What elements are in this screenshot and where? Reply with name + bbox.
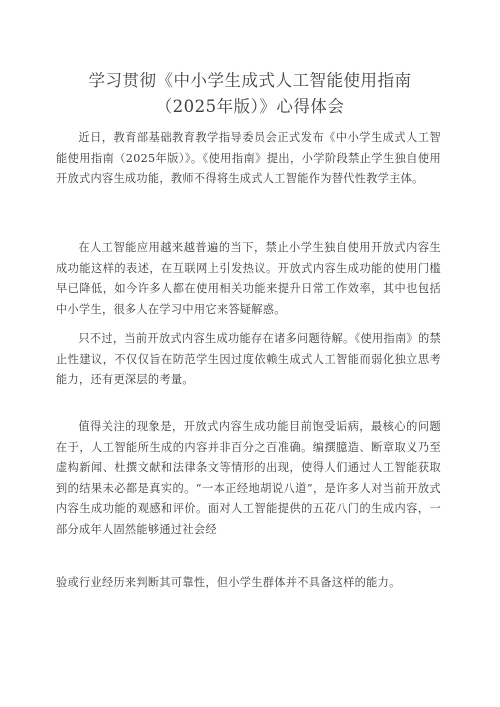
paragraph-2: 在人工智能应用越来越普遍的当下，禁止小学生独自使用开放式内容生成功能这样的表述，在互联网上引发热议。开放式内容生成功能的使用门槛早已降低，如今许多人都在使用相关功能来提升日常工作效率，其中也包括中小学生，很多人在学习中用它来答疑解惑。 (56, 241, 441, 316)
paragraph-3: 只不过，当前开放式内容生成功能存在诸多问题待解。《使用指南》的禁止性建议，不仅仅旨在防范学生因过度依赖生成式人工智能而弱化独立思考能力，还有更深层的考量。 (56, 332, 441, 386)
paragraph-5: 验或行业经历来判断其可靠性，但小学生群体并不具备这样的能力。 (56, 576, 401, 589)
document-title: 学习贯彻《中小学生成式人工智能使用指南（2025年版）》心得体会 (88, 71, 412, 116)
paragraph-4: 值得关注的现象是，开放式内容生成功能目前饱受诟病，最核心的问题在于，人工智能所生成的内容并非百分之百准确。编撰臆造、断章取义乃至虚构新闻、杜撰文献和法律条文等情形的出现，使得人们通过人工智能获取到的结果未必都是真实的。“一本正经地胡说八道”，是许多人对当前开放式内容生成功能的观感和评价。面对人工智能提供的五花八门的生成内容，一部分成年人固然能够通过社会经 (56, 420, 441, 536)
paragraph-1: 近日，教育部基础教育教学指导委员会正式发布《中小学生成式人工智能使用指南（2025年版）》。《使用指南》提出，小学阶段禁止学生独自使用开放式内容生成功能，教师不得将生成式人工智能作为替代性教学主体。 (56, 131, 441, 185)
